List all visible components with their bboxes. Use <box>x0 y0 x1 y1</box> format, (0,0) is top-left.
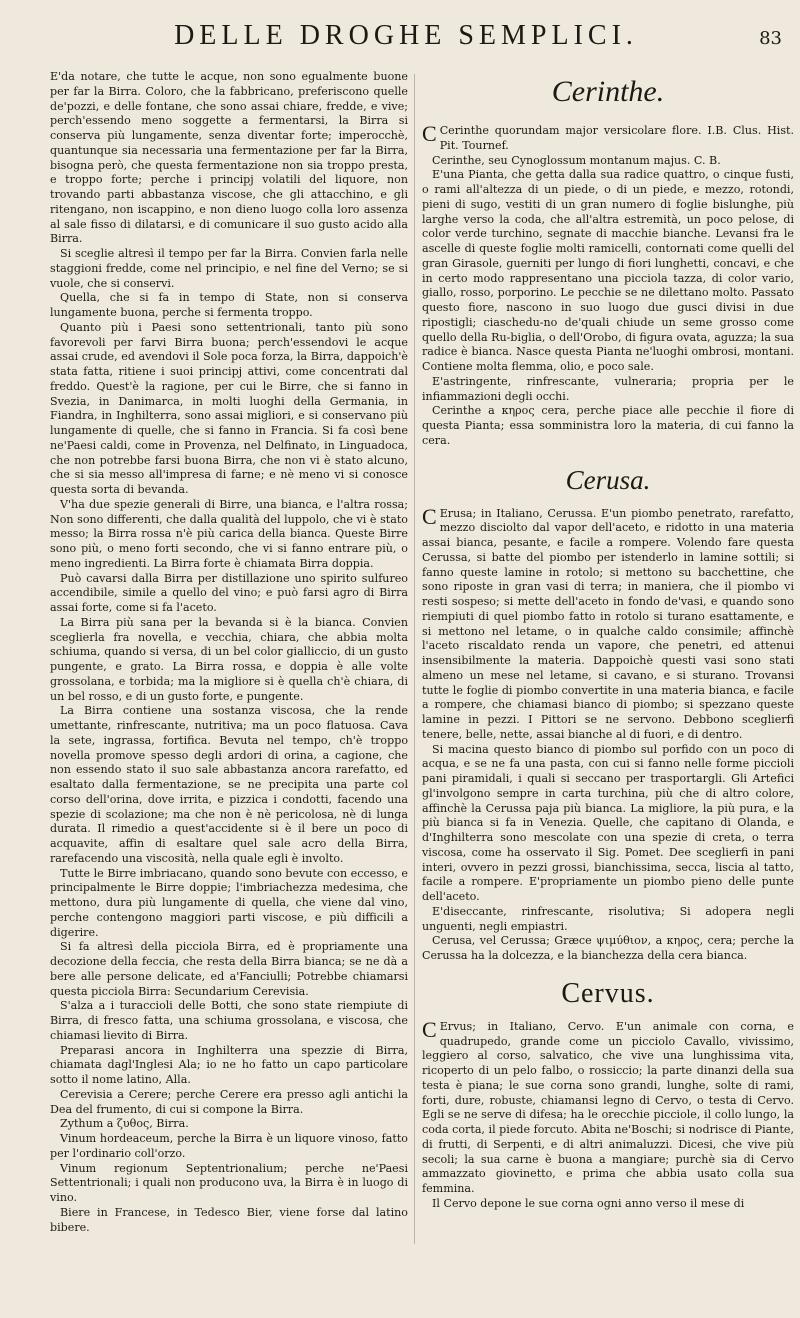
paragraph: Tutte le Birre imbriacano, quando sono bevute con eccesso, e principalmente le Birre doppie; l'imbriachezza medesima, che mettono, dura più lungamente di quella, che viene dal vino, perche contengono maggiori parti viscose, e più difficili a digerire. <box>50 866 408 939</box>
paragraph <box>422 121 794 154</box>
paragraph: Biere in Francese, in Tedesco Bier, viene forse dal latino bibere. <box>50 1205 408 1234</box>
paragraph: V'ha due spezie generali di Birre, una bianca, e l'altra rossa; Non sono differenti, che dalla qualità del luppolo, che vi è stato messo; la Birra rossa n'è più carica della bianca. Queste Birre sono più, o meno forti secondo, che vi si fanno entrare più, o meno ingredienti. La Birra forte è chiamata Birra doppia. <box>50 497 408 570</box>
paragraph: Vinum regionum Septentrionalium; perche ne'Paesi Settentrionali; i quali non producono uva, la Birra è in luogo di vino. <box>50 1161 408 1204</box>
paragraph: Quanto più i Paesi sono settentrionali, tanto più sono favorevoli per farvi Birra buona; perch'essendovi le acque assai crude, ed avendovi il Sole poca forza, la Birra, dappoich'è stata fatta, ritiene i suoi principj attivi, come concentrati dal freddo. Quest'è la ragione, per cui le Birre, che si fanno in Svezia, in Danimarca, in molti luoghi della Germania, in Fiandra, in Inghilterra, sono assai migliori, e si conservano più lungamente di quelle, che si fanno in Francia. Si fa così bene ne'Paesi caldi, come in Provenza, nel Delfinato, in Linguadoca, che non potrebbe farsi buona Birra, che non vi è stato alcuno, che si sia messo all'impresa di farne; e nè meno vi si conosce questa sorta di bevanda. <box>50 320 408 496</box>
paragraph <box>422 503 794 743</box>
dropcap: C <box>422 121 437 146</box>
paragraph-text: Cerinthe quorundam major versicolare flore. I.B. Clus. Hist. Pit. Tournef. <box>439 124 794 152</box>
paragraph: La Birra contiene una sostanza viscosa, che la rende umettante, rinfrescante, nutritiva; ma un poco flatuosa. Cava la sete, ingrassa, fortifica. Bevuta nel tempo, ch'è troppo novella promove spesso degli ardori di orina, a cagione, che non essendo stato il suo sale abbastanza ancora rarefatto, ed esaltato dalla fermentazione, se ne precipita una parte col corso dell'orina, dove irrita, e pizzica i condotti, facendo una spezie di scolazione; ma che non è nè pericolosa, nè di lunga durata. Il rimedio a quest'accidente si è il bere un poco di acquavite, affin di esaltare quel sale acro della Birra, rarefacendo una viscosità, nella quale egli è involto. <box>50 704 408 865</box>
paragraph: La Birra più sana per la bevanda si è la bianca. Convien sceglierla fra novella, e vecchia, chiara, che abbia molta schiuma, quando si versa, di un bel color gialliccio, di un gusto pungente, e grato. La Birra rossa, e doppia è alle volte grossolana, e torbida; ma la migliore si è quella ch'è chiara, di un bel rosso, e di un gusto forte, e pungente. <box>50 615 408 703</box>
paragraph: E'una Pianta, che getta dalla sua radice quattro, o cinque fusti, o rami all'altezza di un piede, o di un piede, e mezzo, rotondi, pieni di sugo, vestiti di un gran numero di foglie bislunghe, più larghe verso la coda, che all'altra estremità, un poco pelose, di color verde turchino, segnate di macchie bianche. Levansi fra le ascelle di queste foglie molti ramicelli, contornati come quelli del gran Girasole, guerniti per lungo di fiori lunghetti, concavi, e che in certo modo rappresentano una picciola tazza, di color vario, giallo, rosso, porporino. Le pecchie se ne dilettano molto. Passato questo fiore, nascono in suo luogo due gusci divisi in due ripostigli; ciaschedu-no de'quali chiude un seme grosso come quello della Ru-biglia, o dell'Orobo, di figura ovata, aguzza; la sua radice è bianca. Nasce questa Pianta ne'luoghi ombrosi, montani. Contiene molta flemma, olio, e poco sale. <box>422 168 794 373</box>
running-head: DELLE DROGHE SEMPLICI. <box>174 20 638 51</box>
page-number: 83 <box>759 28 782 49</box>
right-column <box>422 70 794 1306</box>
paragraph-text: Erusa; in Italiano, Cerussa. E'un piombo penetrato, rarefatto, mezzo disciolto dal vapor dell'aceto, e ridotto in una materia assai bianca, pesante, e facile a rompere. Volendo fare questa Cerussa, si batte del piombo per istenderlo in lamine sottili; si fanno queste lamine in rotolo; si mettono su bacchettine, che sono riposte in gran vasi di terra; in maniera, che il piombo vi resti sospeso; si mette dell'aceto in fondo de'vasi, e quando sono riempiuti di quel piombo fatto in rotolo si turano esattamente, e si mettono nel letame, o in qualche caldo consimile; affinchè l'aceto riscaldato renda un vapore, che penetri, ed attenui insensibilmente la materia. Dappoichè questi vasi sono stati almeno un mese nel letame, si cavano, e si sturano. Trovansi tutte le foglie di piombo convertite in una materia bianca, e facile a rompere, che chiamasi bianco di piombo; si spezzano queste lamine in pezzi. I Pittori se ne servono. Debbono sceglierfi tenere, belle, nette, assai bianche al di fuori, e di dentro. <box>422 506 794 741</box>
paragraph: Vinum hordeaceum, perche la Birra è un liquore vinoso, fatto per l'ordinario coll'orzo. <box>50 1132 408 1160</box>
section-title-cerusa: Cerusa. <box>565 464 651 495</box>
page-header <box>0 16 800 56</box>
section-title-cerinthe: Cerinthe. <box>551 75 665 108</box>
paragraph: Si sceglie altresì il tempo per far la Birra. Convien farla nelle staggioni fredde, come nel principio, e nel fine del Verno; se si vuole, che si conservi. <box>50 247 408 290</box>
paragraph: Quella, che si fa in tempo di State, non si conserva lungamente buona, perche si fermenta troppo. <box>50 291 408 319</box>
paragraph: Il Cervo depone le sue corna ogni anno verso il mese di <box>432 1196 745 1210</box>
paragraph: Cerinthe a κηρος cera, perche piace alle pecchie il fiore di questa Pianta; essa somministra loro la materia, di cui fanno la cera. <box>422 404 794 447</box>
dropcap: C <box>422 1016 437 1042</box>
section-title-cervus: Cervus. <box>561 977 655 1009</box>
paragraph: E'astringente, rinfrescante, vulneraria; propria per le infiammazioni degli occhi. <box>422 374 794 403</box>
dropcap: C <box>422 503 437 529</box>
paragraph: Cerevisia a Cerere; perche Cerere era presso agli antichi la Dea del frumento, di cui si compone la Birra. <box>50 1087 408 1116</box>
paragraph: Può cavarsi dalla Birra per distillazione uno spirito sulfureo accendibile, simile a quello del vino; e può farsi agro di Birra assai forte, come si fa l'aceto. <box>50 571 408 614</box>
paragraph: Cerusa, vel Cerussa; Græce ψιμύθιον, a κηρος, cera; perche la Cerussa ha la dolcezza, e la bianchezza della cera bianca. <box>422 934 794 962</box>
left-column <box>50 70 408 1306</box>
paragraph: Zythum a ζυθος, Birra. <box>60 1117 189 1131</box>
paragraph: Cerinthe, seu Cynoglossum montanum majus. C. B. <box>432 153 721 167</box>
paragraph: S'alza a i turaccioli delle Botti, che sono state riempiute di Birra, di fresco fatta, una schiuma grossolana, e viscosa, che chiamasi lievito di Birra. <box>50 999 408 1042</box>
paragraph <box>422 1016 794 1197</box>
paragraph: E'da notare, che tutte le acque, non sono egualmente buone per far la Birra. Coloro, che la fabbricano, preferiscono quelle de'pozzi, e delle fontane, che sono assai chiare, fredde, e vive; perch'essendo meno soggette a fermentarsi, la Birra si conserva più lungamente, senza diventar forte; imperocchè, quantunque sia necessaria una fermentazione per far la Birra, bisogna però, che questa fermentazione non sia troppo presta, e troppo forte; perche i principj volatili del liquore, non trovando parti abbastanza viscose, che gli attacchino, e gli ritengano, non iscappino, e non dieno luogo colla loro assenza al sale fisso di dilatarsi, e di comunicare il suo gusto acido alla Birra. <box>50 70 408 246</box>
column-divider <box>414 74 415 1244</box>
paragraph: Si macina questo bianco di piombo sul porfido con un poco di acqua, e se ne fa una pasta, con cui si fanno nelle forme piccioli pani piramidali, i quali si seccano per trasportargli. Gli Artefici gl'involgono sempre in carta turchina, più che di altro colore, affinchè la Cerussa paja più bianca. La migliore, la più pura, e la più bianca si fa in Venezia. Quelle, che capitano di Olanda, e d'Inghilterra sono mescolate con una spezie di creta, o terra viscosa, come ha osservato il Sig. Pomet. Dee sceglierfi in pani interi, ovvero in pezzi grossi, bianchissima, secca, liscia al tatto, facile a rompere. E'propriamente un piombo pieno delle punte dell'aceto. <box>422 742 794 903</box>
paragraph: Preparasi ancora in Inghilterra una spezzie di Birra, chiamata dagl'Inglesi Ala; io ne ho fatto un capo particolare sotto il nome latino, Alla. <box>50 1043 408 1086</box>
paragraph: Si fa altresì della picciola Birra, ed è propriamente una decozione della feccia, che resta della Birra bianca; se ne dà a bere alle persone delicate, ed a'Fanciulli; Potrebbe chiamarsi questa picciola Birra: Secundarium Cerevisia. <box>50 940 408 998</box>
paragraph-text: Ervus; in Italiano, Cervo. E'un animale con corna, e quadrupedo, grande come un picciolo Cavallo, vivissimo, leggiero al corso, salvatico, che vive una lunghissima vita, ricoperto di un pelo falbo, o rossiccio; la parte dinanzi della sua testa è piana; le sue corna sono grandi, lunghe, solte di rami, forti, dure, robuste, chiamansi legno di Cervo, o testa di Cervo. Egli se ne serve di difesa; ha le orecchie picciole, il collo lungo, la coda corta, il piede forcuto. Abita ne'Boschi; si nodrisce di Piante, di frutti, di Serpenti, e di altri animaluzzi. Dicesi, che vive più secoli; la sua carne è buona a mangiare; purchè sia di Cervo ammazzato giovinetto, e prima che abbia usato colla sua femmina. <box>422 1019 794 1195</box>
paragraph: E'diseccante, rinfrescante, risolutiva; Si adopera negli unguenti, negli empiastri. <box>422 904 794 933</box>
